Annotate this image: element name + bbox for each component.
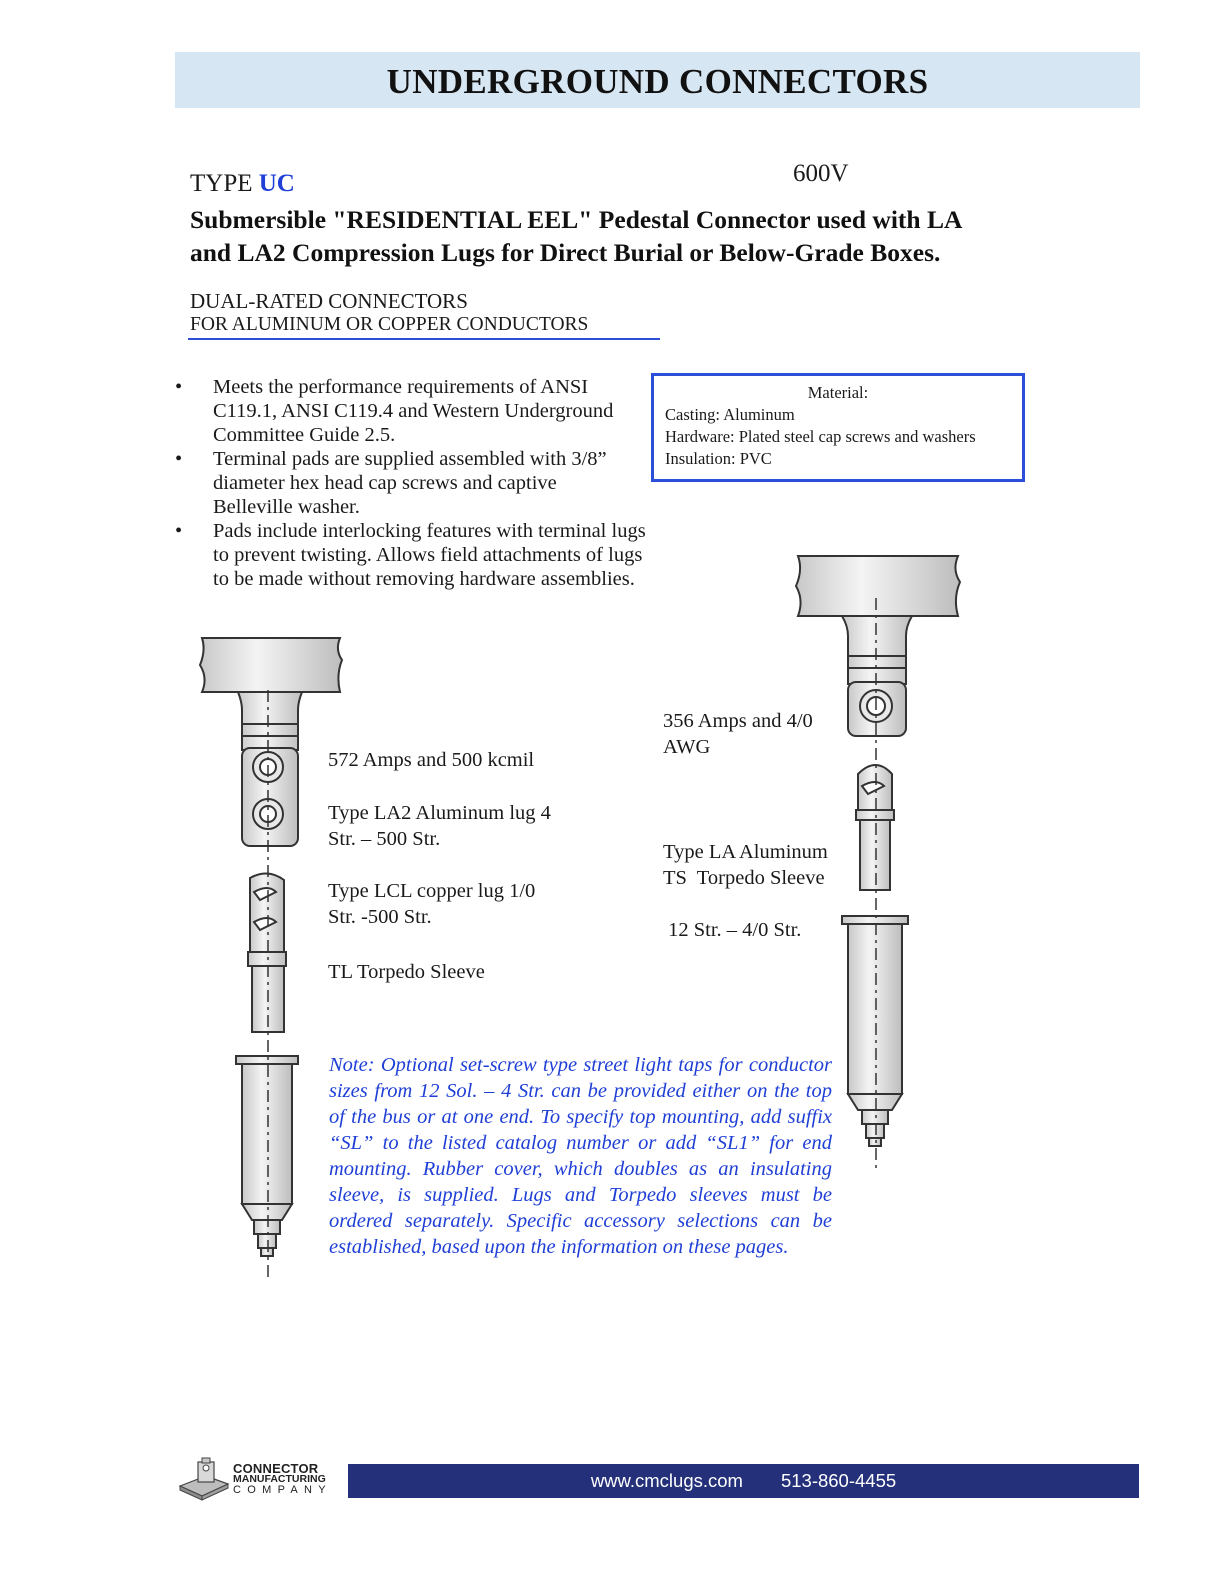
dual-rated-heading: DUAL-RATED CONNECTORS — [190, 289, 468, 313]
feature-line: Pads include interlocking features with terminal lugs — [213, 520, 646, 542]
terminal-pad — [242, 748, 298, 846]
left-lug1-caption — [328, 800, 551, 852]
type-code: UC — [258, 170, 295, 197]
feature-line: C119.1, ANSI C119.4 and Western Underground — [213, 400, 614, 422]
logo-text: CONNECTOR — [233, 1461, 319, 1476]
feature-line: to be made without removing hardware assemblies. — [213, 568, 635, 590]
caption-line: 12 Str. – 4/0 Str. — [663, 919, 802, 941]
ordering-note: Note: Optional set-screw type street light taps for conductor sizes from 12 Sol. – 4 Str. can be provided either on the top of the bus or at one end. To specify top mounting, add suffix “SL” to the listed catalog number or add “SL1” for end mounting. Rubber cover, which doubles as an insulating sleeve, is supplied. Lugs and Torpedo sleeves must be ordered separately. Specific accessory selections can be established, based upon the information on these pages. — [329, 1054, 832, 1258]
voltage-rating: 600V — [793, 160, 849, 187]
caption-line: 356 Amps and 4/0 — [663, 710, 813, 732]
lug — [856, 765, 894, 890]
logo-text: MANUFACTURING — [233, 1473, 326, 1485]
divider — [188, 338, 660, 340]
material-box — [651, 373, 1025, 482]
list-item — [175, 519, 685, 591]
right-rating — [663, 708, 813, 760]
dual-rated-subheading: FOR ALUMINUM OR COPPER CONDUCTORS — [190, 314, 589, 335]
caption-line: Str. – 500 Str. — [328, 828, 441, 850]
bus-bar — [796, 556, 960, 616]
page-title: UNDERGROUND CONNECTORS — [386, 62, 929, 101]
stem — [842, 616, 912, 684]
material-casting: Casting: Aluminum — [665, 405, 795, 424]
right-sleeve-caption: TS Torpedo Sleeve — [663, 867, 825, 889]
feature-line: diameter hex head cap screws and captive — [213, 472, 557, 494]
material-hardware: Hardware: Plated steel cap screws and washers — [665, 427, 976, 446]
bullet-icon: • — [175, 520, 183, 542]
bullet-icon: • — [175, 448, 183, 470]
phone-number: 513-860-4455 — [780, 1470, 897, 1491]
stem — [238, 692, 302, 750]
list-item — [175, 375, 685, 447]
feature-line: Belleville washer. — [213, 496, 360, 518]
left-rating: 572 Amps and 500 kcmil — [328, 749, 535, 771]
left-sleeve-caption: TL Torpedo Sleeve — [328, 961, 485, 983]
left-lug2-caption — [328, 878, 535, 930]
torpedo-sleeve — [236, 1056, 298, 1256]
left-connector-drawing — [190, 630, 350, 1290]
feature-line: Committee Guide 2.5. — [213, 424, 396, 446]
product-type — [190, 170, 295, 198]
type-prefix: TYPE — [190, 170, 253, 197]
subtitle-line: and LA2 Compression Lugs for Direct Burial or Below-Grade Boxes. — [190, 238, 941, 267]
bullet-icon: • — [175, 376, 183, 398]
material-insulation: Insulation: PVC — [665, 449, 772, 468]
website-link[interactable]: www.cmclugs.com — [590, 1470, 743, 1491]
footer-contact — [348, 1470, 1139, 1492]
caption-line: AWG — [663, 736, 711, 758]
material-heading: Material: — [807, 383, 869, 402]
list-item — [175, 447, 685, 519]
feature-line: Terminal pads are supplied assembled with 3/8” — [213, 448, 607, 470]
caption-line: Type LCL copper lug 1/0 — [328, 880, 536, 902]
feature-line: to prevent twisting. Allows field attachments of lugs — [213, 544, 643, 566]
terminal-pad — [848, 682, 906, 736]
torpedo-sleeve — [842, 916, 908, 1146]
product-subtitle — [190, 203, 1020, 269]
company-logo-icon — [176, 1456, 232, 1504]
caption-line: Type LA2 Aluminum lug 4 — [328, 802, 551, 824]
logo-text: COMPANY — [233, 1484, 332, 1496]
subtitle-line: Submersible "RESIDENTIAL EEL" Pedestal Connector used with LA — [190, 205, 963, 234]
caption-line: Str. -500 Str. — [328, 906, 432, 928]
feature-line: Meets the performance requirements of ANSI — [213, 376, 589, 398]
lug — [248, 873, 286, 1032]
feature-list — [175, 375, 685, 591]
bus-bar — [200, 638, 342, 692]
caption-line: Type LA Aluminum — [663, 841, 828, 863]
